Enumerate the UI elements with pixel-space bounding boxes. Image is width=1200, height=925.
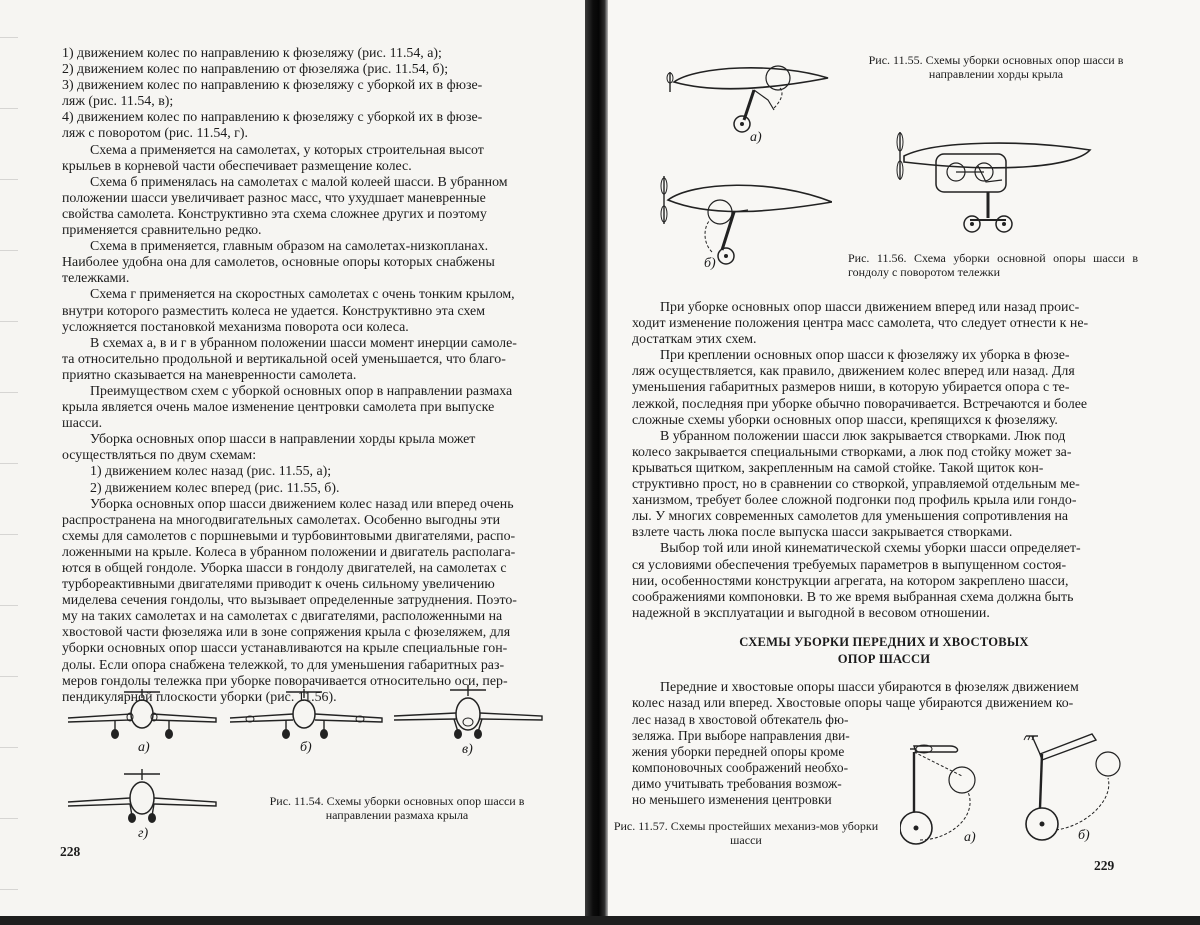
page-number-right: 229 <box>1094 858 1115 873</box>
figure-11-55-b <box>652 168 832 272</box>
right-page-text-line: При креплении основных опор шасси к фюзеляжу их уборка в фюзе- <box>660 348 1070 364</box>
figure-11-55-label-a: а) <box>750 130 762 145</box>
left-page-text-line: тележками. <box>62 271 130 287</box>
left-page-text-line: крыла является очень малое изменение центровки самолета при выпуске <box>62 400 495 416</box>
figure-11-54-caption: Рис. 11.54. Схемы уборки основных опор шасси в направлении размаха крыла <box>269 794 525 822</box>
figure-11-55-caption: Рис. 11.55. Схемы уборки основных опор шасси в направлении хорды крыла <box>868 53 1124 81</box>
left-page-text-line: Схема в применяется, главным образом на самолетах-низкопланах. <box>90 239 489 255</box>
left-page-text-line: миделева сечения гондолы, что вызывает определенные затруднения. Поэто- <box>62 593 517 609</box>
left-page-text-line: ляж (рис. 11.54, в); <box>62 94 174 110</box>
left-page-text-line: крыльев в корневой части обеспечивает размещение колес. <box>62 158 412 174</box>
right-page-text-line: соображениями компоновки. В то же время выбранная схема должна быть <box>632 589 1074 605</box>
scan-bottom-edge <box>0 916 1200 925</box>
left-page-text-line: 3) движением колес по направлению к фюзеляжу с уборкой их в фюзе- <box>62 78 483 94</box>
right-wrap-text-line: зеляжа. При выборе направления дви- <box>632 728 850 744</box>
right-wrap-text-line: но меньшего изменения центровки <box>632 792 832 808</box>
right-page-text-line: взлете часть люка после выпуска шасси закрывается створками. <box>632 525 1013 541</box>
left-page-text-line: применяется сравнительно редко. <box>62 223 262 239</box>
right-page-text-line: В убранном положении шасси люк закрывается створками. Люк под <box>660 428 1066 444</box>
figure-11-54-v <box>392 684 544 740</box>
left-page <box>0 0 585 925</box>
right-section-text-line: Передние и хвостовые опоры шасси убираются в фюзеляж движением <box>660 680 1079 695</box>
left-page-text-line: Схема б применялась на самолетах с малой колеей шасси. В убранном <box>90 174 508 190</box>
scan-edge-noise <box>0 0 18 925</box>
left-page-text-line: Преимуществом схем с уборкой основных опор в направлении размаха <box>90 383 513 399</box>
right-page-text-line: уменьшения габаритных размеров ниши, в которую убирается опора с те- <box>632 380 1070 396</box>
section-heading-line-1: СХЕМЫ УБОРКИ ПЕРЕДНИХ И ХВОСТОВЫХ <box>739 635 1029 649</box>
book-spine-gutter <box>585 0 608 925</box>
left-page-text-line: осуществляться по двум схемам: <box>62 448 257 464</box>
left-page-text-line: Наиболее удобна она для самолетов, основные опоры которых снабжены <box>62 255 495 271</box>
right-wrap-text-line: димо учитывать требования возмож- <box>632 776 842 792</box>
figure-11-56 <box>886 126 1096 244</box>
left-page-text-line: му на таких самолетах и на самолетах с двигателями, расположенными на <box>62 609 503 625</box>
left-page-text-line: ложенными на крыле. Колеса в убранном положении и двигатель располага- <box>62 544 516 560</box>
left-page-text-line: турбореактивными двигателями приводит к очень сильному увеличению <box>62 577 495 593</box>
right-page-text-line: ходит изменение положения центра масс самолета, что следует отнести к не- <box>632 316 1089 332</box>
right-page-text-line: колесо закрывается специальными створками, а люк под стойку может за- <box>632 444 1072 460</box>
right-wrap-text-line: лес назад в хвостовой обтекатель фю- <box>632 712 849 727</box>
section-heading-line-2: ОПОР ШАССИ <box>837 652 931 666</box>
left-page-text-line: 1) движением колес по направлению к фюзеляжу (рис. 11.54, а); <box>62 46 442 61</box>
right-page-text-line: достаткам этих схем. <box>632 332 757 348</box>
figure-11-54-g <box>66 768 218 824</box>
right-page-text-line: сложные схемы уборки основных опор шасси, крепящихся к фюзеляжу. <box>632 412 1058 428</box>
figure-11-57-b <box>1022 726 1132 856</box>
left-page-text-line: 1) движением колес назад (рис. 11.55, а); <box>90 464 332 480</box>
right-page-text-section <box>632 680 1136 712</box>
right-page <box>608 0 1200 925</box>
left-page-text-line: В схемах а, в и г в убранном положении шасси момент инерции самоле- <box>90 335 517 351</box>
left-page-text-line: Схема а применяется на самолетах, у которых строительная высот <box>90 142 484 158</box>
left-page-text-line: хвостовой части фюзеляжа или в зоне сопряжения крыла с фюзеляжем, для <box>62 625 511 641</box>
figure-11-54-label-a: а) <box>138 740 150 755</box>
figure-11-56-caption: Рис. 11.56. Схема уборки основной опоры шасси в гондолу с поворотом тележки <box>848 251 1138 279</box>
left-page-text-line: схемы для самолетов с поршневыми и турбовинтовыми двигателями, распо- <box>62 528 516 544</box>
left-page-text-line: пендикулярной плоскости уборки (рис. 11.56). <box>62 689 337 705</box>
figure-11-54-a <box>66 688 218 740</box>
right-page-text-line: ся условиями обеспечения требуемых параметров в выпущенном состоя- <box>632 557 1067 573</box>
figure-11-57-label-b: б) <box>1078 828 1090 843</box>
figure-11-54-b <box>228 688 384 740</box>
figure-11-54-label-b: б) <box>300 740 312 755</box>
figure-11-57-a <box>900 736 1000 862</box>
right-page-text-line: При уборке основных опор шасси движением вперед или назад проис- <box>660 300 1080 315</box>
left-page-text-line: приятно сказывается на маневренности самолета. <box>62 367 357 383</box>
figure-11-54-label-g: г) <box>138 826 149 841</box>
left-page-text-line: внутри которого разместить колеса не удается. Конструктивно эта схем <box>62 303 485 319</box>
left-page-text-line: усложняется постановкой механизма поворота оси колеса. <box>62 319 409 335</box>
left-page-text-line: Уборка основных опор шасси движением колес назад или вперед очень <box>90 496 514 512</box>
right-page-text-line: крываться щитком, закрепленным на самой стойке. Такой щиток кон- <box>632 460 1044 476</box>
left-page-text-line: 2) движением колес вперед (рис. 11.55, б). <box>90 480 340 496</box>
right-page-text-line: надежной в эксплуатации и выгодной в весовом отношении. <box>632 605 990 621</box>
left-page-text-line: распространена на многодвигательных самолетах. Особенно выгодны эти <box>62 512 501 528</box>
right-page-text-wrap <box>632 712 884 809</box>
left-page-text-line: ляж с поворотом (рис. 11.54, г). <box>62 126 248 142</box>
figure-11-57-label-a: а) <box>964 830 976 845</box>
right-wrap-text-line: компоновочных соображений необхо- <box>632 760 849 776</box>
left-page-text-line: 2) движением колес по направлению от фюзеляжа (рис. 11.54, б); <box>62 62 449 78</box>
left-page-text-line: та относительно продольной и вертикальной осей уменьшается, что благо- <box>62 351 506 367</box>
right-page-text-line: ханизмом, требует более сложной подгонки под профиль крыла или гондо- <box>632 493 1077 509</box>
right-page-text-line: структивно прост, но в сравнении со створкой, управляемой отдельным ме- <box>632 477 1080 493</box>
right-page-text-line: лежкой, последняя при уборке обычно поворачивается. Встречаются и более <box>632 396 1088 412</box>
left-page-text-line: уборки основных опор шасси устанавливаются на крыле специальные гон- <box>62 641 508 657</box>
left-page-text-line: Уборка основных опор шасси в направлении хорды крыла может <box>90 432 476 448</box>
left-page-text-line: меров гондолы тележка при уборке поворачивается относительно оси, пер- <box>62 673 508 689</box>
figure-11-54-label-v: в) <box>462 742 473 757</box>
left-page-text-line: долы. Если опора снабжена тележкой, то для уменьшения габаритных раз- <box>62 657 505 673</box>
page-number-left: 228 <box>60 844 81 859</box>
right-page-text-line: нии, особенностями конструкции агрегата, на котором закреплено шасси, <box>632 573 1069 589</box>
right-page-text-main <box>632 300 1136 622</box>
left-page-text-line: 4) движением колес по направлению к фюзеляжу с уборкой их в фюзе- <box>62 110 483 126</box>
right-page-text-line: лы. У многих современных самолетов для уменьшения сопротивления на <box>632 509 1069 525</box>
left-page-text-line: Схема г применяется на скоростных самолетах с очень тонким крылом, <box>90 287 515 303</box>
figure-11-55-label-b: б) <box>704 256 716 271</box>
left-page-text-line: положении шасси увеличивает разнос масс, что ухудшает маневренные <box>62 190 486 206</box>
figure-11-55-a <box>656 48 836 140</box>
right-page-text-line: Выбор той или иной кинематической схемы уборки шасси определяет- <box>660 541 1081 557</box>
left-page-text-line: шасси. <box>62 416 103 432</box>
right-page-text-line: ляж осуществляется, как правило, движением колес вперед или назад. Для <box>632 364 1075 380</box>
right-wrap-text-line: жения уборки передней опоры кроме <box>632 744 845 760</box>
right-section-text-line: колес назад или вперед. Хвостовые опоры чаще убираются движением ко- <box>632 696 1074 712</box>
figure-11-57-caption: Рис. 11.57. Схемы простейших механиз-мов уборки шасси <box>613 819 879 847</box>
left-page-text-line: свойства самолета. Конструктивно эта схема сложнее других и поэтому <box>62 206 487 222</box>
left-page-text <box>62 46 560 706</box>
left-page-text-line: ются в общей гондоле. Уборка шасси в гондолу двигателей, на самолетах с <box>62 561 507 576</box>
